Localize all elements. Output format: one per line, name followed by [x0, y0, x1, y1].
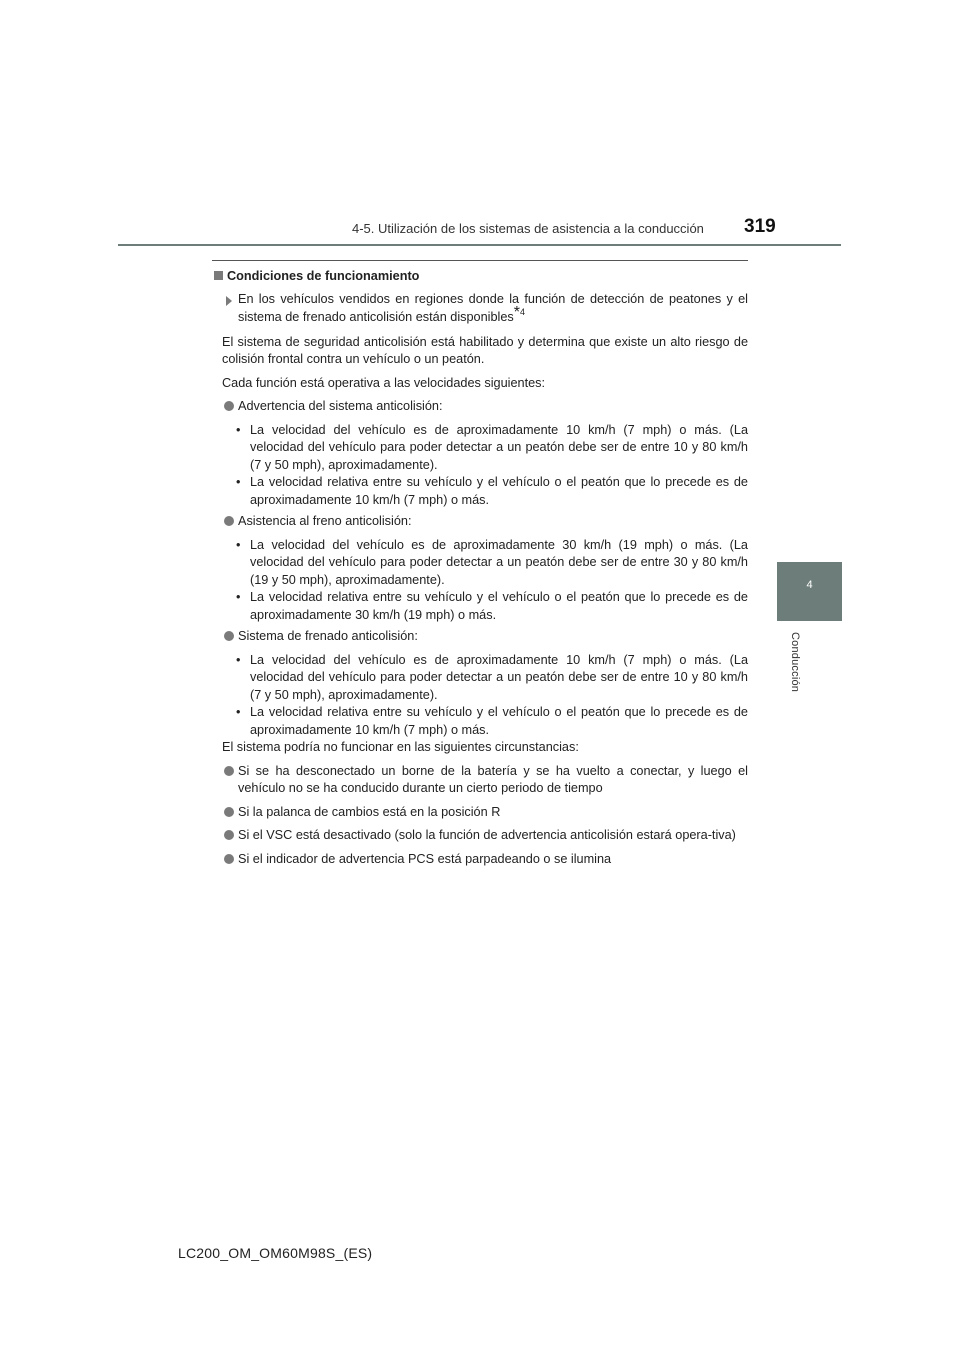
circumstance-text: Si la palanca de cambios está en la posición R	[238, 804, 501, 819]
function-item	[222, 398, 748, 416]
chapter-tab-number: 4	[806, 579, 813, 591]
list-item: • La velocidad relativa entre su vehículo y el vehículo o el peatón que lo precede es de aproximadamente 10 km/h (7 mph) o más.	[222, 704, 748, 739]
list-item: • La velocidad del vehículo es de aproximadamente 10 km/h (7 mph) o más. (La velocidad del vehículo para poder detectar a un peatón debe ser de entre 10 y 80 km/h (7 y 50 mph), aproximadamente).	[222, 652, 748, 705]
paragraph-3: El sistema podría no funcionar en las siguientes circunstancias:	[222, 740, 579, 754]
function-title: Advertencia del sistema anticolisión:	[238, 399, 443, 413]
list-item: • La velocidad relativa entre su vehículo y el vehículo o el peatón que lo precede es de aproximadamente 30 km/h (19 mph) o más.	[222, 589, 748, 624]
footer-code: LC200_OM_OM60M98S_(ES)	[178, 1245, 373, 1261]
list-item: • La velocidad del vehículo es de aproximadamente 10 km/h (7 mph) o más. (La velocidad del vehículo para poder detectar a un peatón debe ser de entre 10 y 80 km/h (7 y 50 mph), aproximadamente).	[222, 422, 748, 475]
section-heading-text: Condiciones de funcionamiento	[227, 269, 420, 283]
paragraph-1: El sistema de seguridad anticolisión está habilitado y determina que existe un alto riesgo de colisión frontal contra un vehículo o un peatón.	[222, 334, 748, 366]
section-rule	[212, 260, 748, 261]
chapter-tab-label: Conducción	[789, 632, 801, 693]
circumstance-item	[222, 827, 748, 845]
square-bullet-icon	[214, 271, 223, 280]
circle-bullet-icon	[224, 830, 234, 840]
footnote-star: *	[513, 304, 521, 321]
header-rule	[118, 244, 841, 246]
function-item	[222, 628, 748, 646]
arrow-item	[222, 291, 748, 328]
chapter-tab	[777, 562, 842, 621]
circumstance-item	[222, 851, 748, 869]
circle-bullet-icon	[224, 766, 234, 776]
list-item: • La velocidad relativa entre su vehículo y el vehículo o el peatón que lo precede es de aproximadamente 10 km/h (7 mph) o más.	[222, 474, 748, 509]
section-heading	[212, 268, 748, 286]
circumstance-text: Si el VSC está desactivado (solo la función de advertencia anticolisión estará opera-tiva)	[238, 828, 736, 842]
function-item	[222, 513, 748, 531]
circle-bullet-icon	[224, 854, 234, 864]
circle-bullet-icon	[224, 516, 234, 526]
arrow-item-text: En los vehículos vendidos en regiones donde la función de detección de peatones y el sistema de frenado anticolisión están disponibles	[238, 291, 748, 324]
circle-bullet-icon	[224, 401, 234, 411]
footnote-number: 4	[520, 307, 526, 317]
function-title: Asistencia al freno anticolisión:	[238, 514, 412, 528]
page-content	[222, 268, 748, 874]
function-bullets	[222, 537, 748, 625]
circumstance-item	[222, 804, 748, 822]
circumstance-item	[222, 763, 748, 798]
list-item: • La velocidad del vehículo es de aproximadamente 30 km/h (19 mph) o más. (La velocidad del vehículo para poder detectar a un peatón debe ser de entre 30 y 80 km/h (19 y 50 mph), aproximadamente).	[222, 537, 748, 590]
circumstance-text: Si el indicador de advertencia PCS está parpadeando o se ilumina	[238, 851, 612, 866]
function-bullets	[222, 422, 748, 510]
paragraph-2: Cada función está operativa a las velocidades siguientes:	[222, 375, 546, 390]
circumstance-text: Si se ha desconectado un borne de la batería y se ha vuelto a conectar, y luego el vehículo no se ha conducido durante un cierto periodo de tiempo	[238, 763, 748, 795]
circle-bullet-icon	[224, 631, 234, 641]
header-title: 4-5. Utilización de los sistemas de asistencia a la conducción	[352, 221, 704, 236]
triangle-arrow-icon	[226, 296, 232, 306]
function-title: Sistema de frenado anticolisión:	[238, 629, 418, 643]
circle-bullet-icon	[224, 807, 234, 817]
page-number: 319	[744, 216, 776, 237]
function-bullets	[222, 652, 748, 740]
footnote-ref	[513, 304, 526, 321]
